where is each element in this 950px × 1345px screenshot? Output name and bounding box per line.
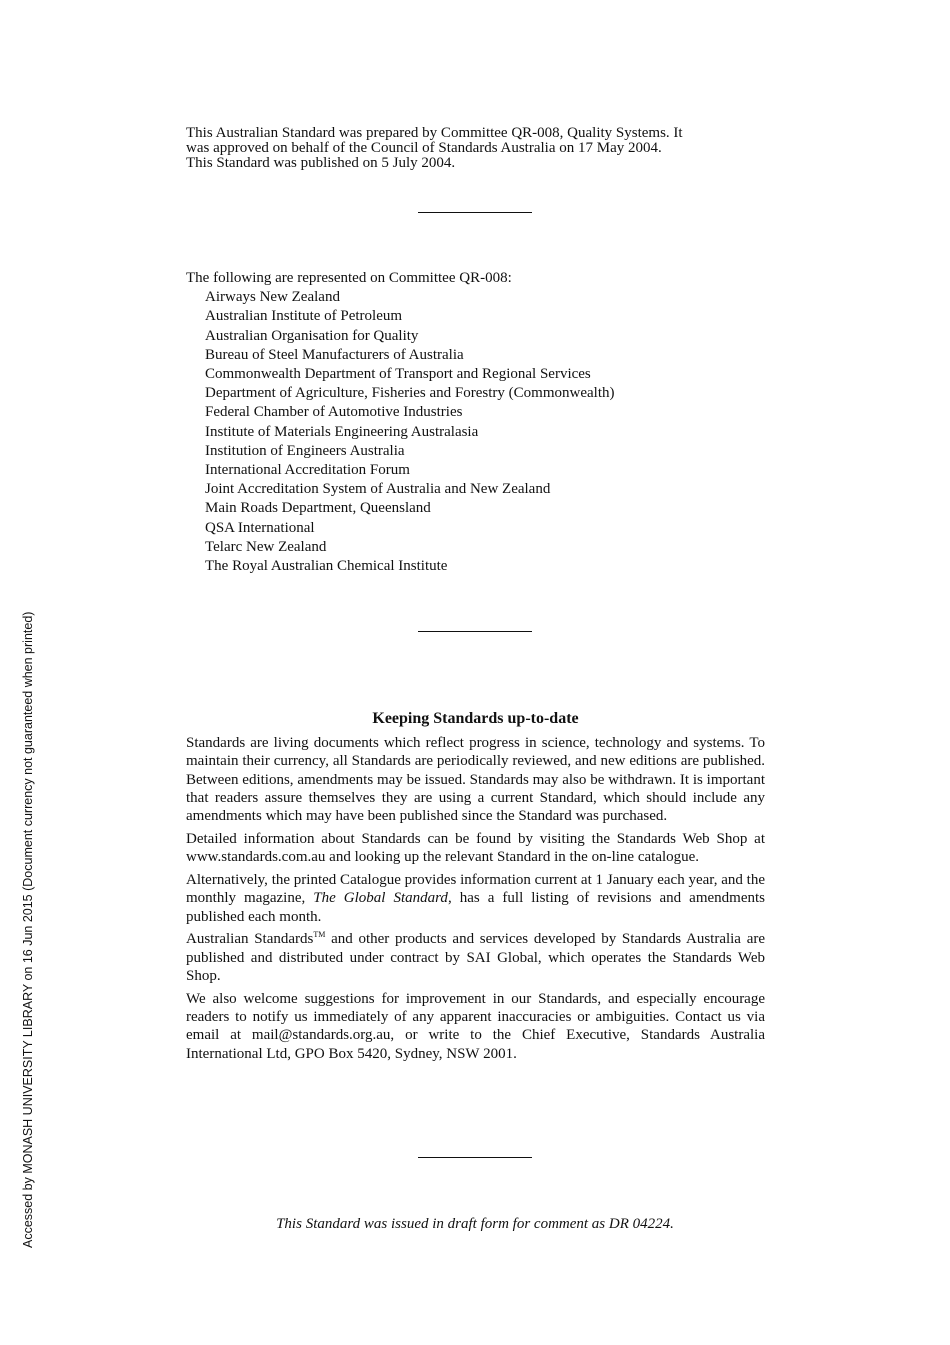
access-watermark: Accessed by MONASH UNIVERSITY LIBRARY on 16 Jun 2015 (Document currency not guaranteed when printed) [21,611,35,1248]
paragraph-text: , has a full listing of revisions and amendments published each month. [186,890,765,925]
intro-block [186,126,765,171]
intro-line: This Standard was published on 5 July 2004. [186,155,456,171]
section-divider [418,631,532,632]
paragraph-text: Australian Standards [186,931,314,948]
intro-line: was approved on behalf of the Council of Standards Australia on 17 May 2004. [186,140,662,156]
committee-member: Australian Organisation for Quality [205,327,419,344]
committee-member: QSA International [205,519,315,536]
keeping-body [186,734,765,1068]
paragraph: Standards are living documents which reflect progress in science, technology and systems. To maintain their currency, all Standards are periodically reviewed, and new editions are published. Between editions, amendments may be issued. Standards may also be withdrawn. It is important that readers assure themselves they are using a current Standard, which should include any amendments which may have been published since the Standard was purchased. [186,735,765,825]
paragraph-text: Alternatively, the printed Catalogue provides information current at 1 January each year, and the monthly magazine, [186,872,765,907]
section-divider [418,212,532,213]
committee-member: Australian Institute of Petroleum [205,308,403,325]
committee-member: The Royal Australian Chemical Institute [205,558,448,575]
committee-member: Institute of Materials Engineering Australasia [205,423,479,440]
committee-member: Department of Agriculture, Fisheries and Forestry (Commonwealth) [205,385,615,402]
committee-block [186,269,765,576]
paragraph [186,871,765,926]
committee-member: Federal Chamber of Automotive Industries [205,404,463,421]
committee-heading: The following are represented on Committee QR-008: [186,270,512,286]
paragraph: Detailed information about Standards can be found by visiting the Standards Web Shop at www.standards.com.au and looking up the relevant Standard in the on-line catalogue. [186,830,765,866]
paragraph [186,930,765,985]
committee-member: Telarc New Zealand [205,538,327,555]
publication-title: The Global Standard [313,890,448,907]
section-title: Keeping Standards up-to-date [372,710,579,727]
paragraph: We also welcome suggestions for improvement in our Standards, and especially encourage readers to notify us immediately of any apparent inaccuracies or ambiguities. Contact us via email at mail@standards.org.au, or write to the Chief Executive, Standards Australia International Ltd, GPO Box 5420, Sydney, NSW 2001. [186,990,765,1062]
committee-member: Airways New Zealand [205,289,340,306]
committee-member: Commonwealth Department of Transport and Regional Services [205,366,591,383]
draft-note: This Standard was issued in draft form for comment as DR 04224. [276,1216,674,1232]
committee-member: International Accreditation Forum [205,462,410,479]
committee-member: Institution of Engineers Australia [205,442,405,459]
intro-line: This Australian Standard was prepared by Committee QR-008, Quality Systems. It [186,125,683,141]
committee-member: Bureau of Steel Manufacturers of Australia [205,346,464,363]
committee-member: Main Roads Department, Queensland [205,500,431,517]
trademark-mark: TM [313,930,326,940]
paragraph-text: and other products and services developed by Standards Australia are published and distributed under contract by SAI Global, which operates the Standards Web Shop. [186,931,766,985]
committee-member: Joint Accreditation System of Australia and New Zealand [205,481,551,498]
section-divider [418,1157,532,1158]
